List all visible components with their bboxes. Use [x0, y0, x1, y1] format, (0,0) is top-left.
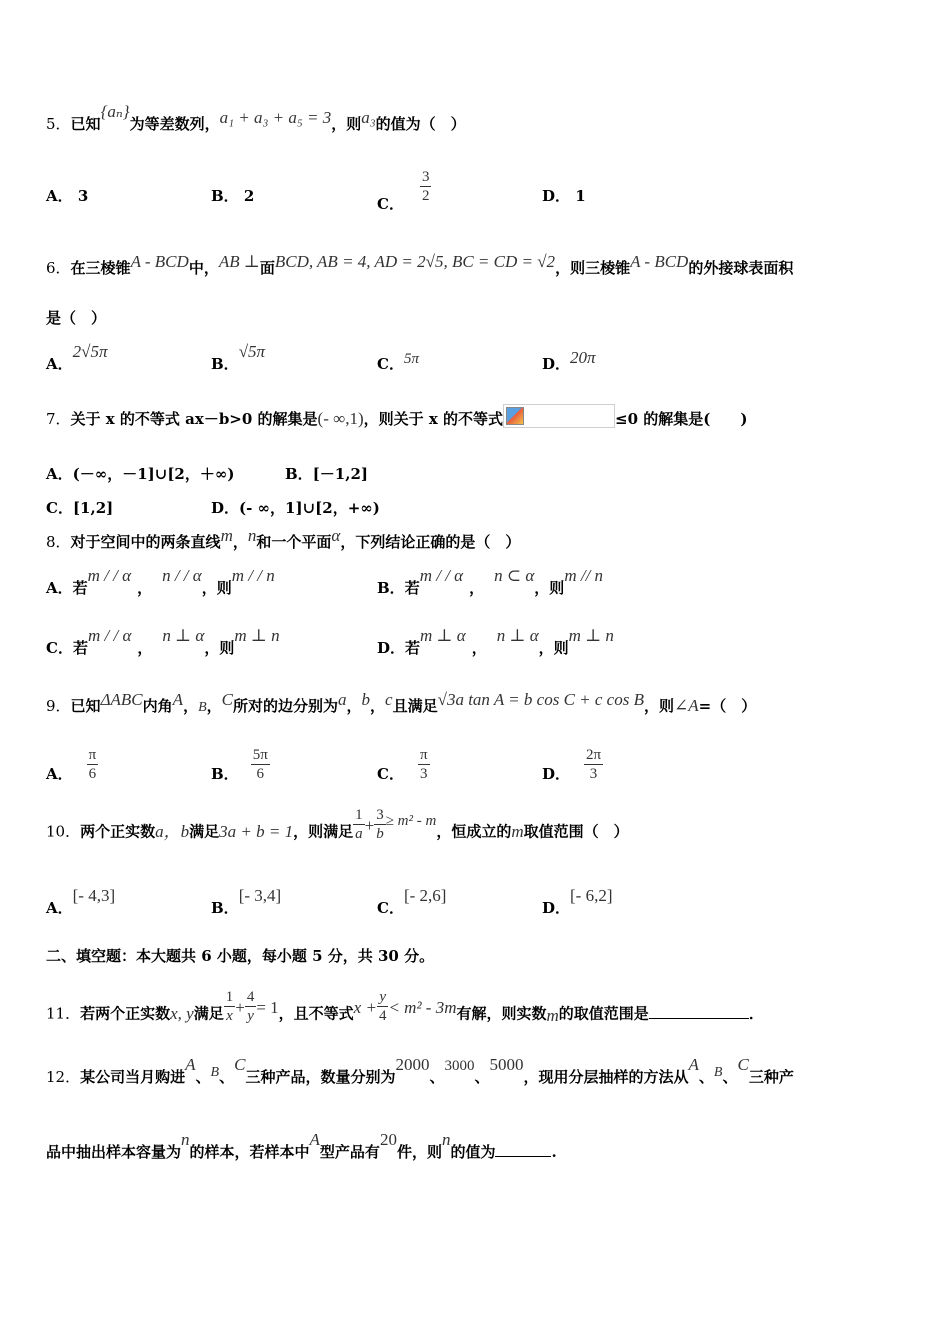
q7-stem [46, 408, 910, 432]
q9-option-d[interactable] [542, 746, 603, 783]
q11-m: m [546, 1005, 559, 1025]
q12-text-5: 品中抽出样本容量为 [46, 1143, 182, 1161]
option-text: ，则 [201, 579, 232, 597]
q9-c: c [385, 690, 393, 709]
q10-text-3: ，则满足 [293, 822, 354, 841]
q12-sep: 、 [429, 1068, 445, 1086]
q12-number: 12． [46, 1068, 81, 1086]
fraction-denominator: y [247, 1008, 254, 1024]
option-label: C． [377, 355, 404, 373]
option-value: [- 3,4] [238, 886, 282, 905]
q9-option-a[interactable] [46, 746, 98, 783]
q9-text-3: 所对的边分别为 [233, 697, 339, 715]
q5-option-b[interactable] [211, 186, 254, 206]
option-sep: ， [137, 579, 153, 597]
option-value: [- 4,3] [72, 886, 116, 905]
option-label: B． [377, 579, 405, 597]
option-label: A． [46, 465, 73, 483]
option-text: ，则 [204, 639, 235, 657]
q10-rhs: ≥ m² - m [385, 812, 437, 829]
q12-B2: B [713, 1065, 723, 1080]
option-text: 若 [72, 639, 88, 657]
q12-n1: 2000 [395, 1055, 430, 1074]
option-label: B． [211, 899, 239, 917]
option-label: D． [377, 639, 406, 657]
option-math-3: m // n [564, 566, 604, 585]
option-fraction [251, 746, 270, 783]
q12-n2: 3000 [444, 1058, 475, 1074]
q11-text-4: 有解，则实数 [456, 1004, 547, 1023]
q12-stem [46, 1055, 910, 1089]
q10-number: 10． [46, 822, 81, 841]
q9-stem: 9．已知ΔABC内角A，B，C所对的边分别为a，b，c且满足√3a tan A = b cos C + c cos B，则∠A=（ ） [46, 690, 757, 715]
fraction-numerator: 5π [252, 747, 268, 763]
q12-sep: 、 [219, 1068, 235, 1086]
q10-text-5: 取值范围（ ） [523, 822, 629, 841]
q11-text-1: 若两个正实数 [80, 1004, 171, 1023]
q12-text-7: 型产品有 [319, 1143, 380, 1161]
q12-B: B [210, 1065, 220, 1080]
q12-n3: 5000 [489, 1055, 524, 1074]
option-label: D． [211, 499, 240, 517]
q11-answer-blank[interactable] [649, 1018, 749, 1019]
q9-text-2: 内角 [142, 697, 173, 715]
option-math-1: m / / α [87, 566, 132, 585]
q6-option-a[interactable] [46, 342, 108, 374]
option-label: B． [211, 187, 239, 205]
option-math-2: n ⊂ α [494, 566, 535, 585]
q11-vars: x, y [170, 1003, 194, 1023]
broken-image-icon [503, 404, 615, 428]
option-label: C． [377, 899, 404, 917]
q12-A2: A [688, 1055, 699, 1074]
option-label: D． [542, 899, 571, 917]
q8-option-b[interactable] [377, 566, 604, 598]
option-math-2: n / / α [162, 566, 202, 585]
option-math-2: n ⊥ α [162, 626, 205, 645]
q12-text-2: 三种产品，数量分别为 [245, 1068, 396, 1086]
q5-option-d[interactable] [542, 186, 586, 206]
q6-text-5: 的外接球表面积 [688, 259, 794, 277]
q5-option-a[interactable] [46, 186, 88, 206]
q5-text-1: 已知 [70, 115, 101, 133]
option-value: (－∞，－1]∪[2，＋∞) [72, 465, 235, 483]
q6-text-2: 中， [188, 259, 219, 277]
q12-A3: A [309, 1130, 320, 1149]
q6-text-1: 在三棱锥 [70, 259, 131, 277]
section-2-heading [46, 946, 910, 966]
option-value: 1 [575, 187, 586, 205]
section-title: 二、填空题：本大题共 6 小题，每小题 5 分，共 30 分。 [46, 947, 435, 965]
option-text: 若 [72, 579, 88, 597]
fraction-denominator: 6 [256, 766, 264, 782]
q12-text-10: . [551, 1143, 557, 1161]
option-fraction [418, 746, 430, 783]
option-label: C． [377, 764, 404, 783]
q5-option-c[interactable] [377, 168, 431, 213]
option-label: D． [542, 355, 571, 373]
q8-stem [46, 526, 910, 552]
q11-plus: + [235, 997, 245, 1017]
q6-text-6: 是（ ） [46, 309, 107, 327]
option-text: ，则 [534, 579, 565, 597]
q6-option-b[interactable] [211, 342, 266, 374]
q11-stem [46, 989, 910, 1033]
q6-number: 6． [46, 259, 71, 277]
q9-equation: √3a tan A = b cos C + c cos B [437, 690, 644, 709]
q11-text-3: ，且不等式 [278, 1004, 354, 1023]
fraction-denominator: 3 [419, 766, 428, 782]
q9-text-5: ，则 [643, 697, 674, 715]
q10-option-c[interactable] [377, 886, 447, 918]
option-math-1: m / / α [87, 626, 132, 645]
q7-option-a[interactable] [46, 464, 234, 484]
option-text: 若 [404, 579, 420, 597]
q7-text-1: 关于 x 的不等式 ax－b>0 的解集是 [70, 410, 318, 428]
q6-text-3: 面 [259, 259, 275, 277]
fraction-denominator: 6 [88, 766, 97, 782]
option-math-1: m / / α [419, 566, 464, 585]
q9-option-b[interactable] [211, 746, 270, 783]
q12-text-9: 的值为 [450, 1143, 496, 1161]
q9-b: b [361, 690, 371, 709]
fraction-denominator: 2 [421, 188, 430, 204]
q11-fraction-2 [245, 988, 257, 1025]
q12-text-4: 三种产 [748, 1068, 794, 1086]
q7-number: 7． [46, 410, 71, 428]
option-sep: ， [471, 639, 487, 657]
option-value: [－1,2] [312, 465, 368, 483]
fraction-denominator: b [376, 826, 384, 842]
option-sep: ， [137, 639, 153, 657]
q6-pyramid: A - BCD [130, 252, 189, 271]
q12-twenty: 20 [379, 1130, 397, 1149]
q8-option-d[interactable] [377, 626, 614, 658]
q6-stem [46, 252, 910, 278]
q6-stem-cont [46, 308, 910, 328]
q10-option-d[interactable] [542, 886, 613, 918]
q9-text-1: 已知 [70, 697, 101, 715]
option-label: A． [46, 899, 73, 917]
q6-text-4: ，则三棱锥 [555, 259, 631, 277]
option-label: A． [46, 187, 73, 205]
option-value: √5π [238, 342, 266, 361]
q8-number: 8． [46, 533, 71, 551]
option-label: A． [46, 355, 73, 373]
option-fraction [420, 168, 432, 205]
q10-stem [46, 807, 910, 851]
fraction-numerator: 2π [586, 747, 602, 763]
fraction-numerator: 3 [421, 169, 430, 185]
option-label: B． [285, 465, 313, 483]
q9-option-c[interactable] [377, 746, 430, 783]
fraction-denominator: 3 [589, 766, 598, 782]
q5-text-3: ，则 [331, 115, 362, 133]
q9-number: 9． [46, 697, 71, 715]
fraction-numerator: 4 [246, 989, 255, 1005]
option-value: [- 6,2] [570, 886, 613, 905]
q8-text-3: ，下列结论正确的是（ ） [340, 533, 521, 551]
fraction-numerator: π [419, 747, 428, 763]
option-text: ，则 [538, 639, 569, 657]
q7-interval: (- ∞,1) [317, 409, 364, 428]
q9-text-4: 且满足 [392, 697, 438, 715]
q11-fraction-1 [224, 988, 236, 1025]
q11-text-6: ． [748, 1004, 764, 1023]
q6-option-c[interactable] [377, 351, 419, 375]
q10-option-a[interactable] [46, 886, 116, 918]
image-placeholder-icon [506, 407, 524, 425]
q8-text-2: 和一个平面 [256, 533, 332, 551]
option-value: 2 [243, 187, 255, 205]
q7-text-3: ≤0 的解集是( ) [615, 410, 748, 428]
option-value: [1,2] [72, 499, 114, 517]
q10-fraction-2 [374, 806, 386, 843]
q9-a: a [338, 690, 347, 709]
q7-text-2: ，则关于 x 的不等式 [363, 410, 504, 428]
q10-text-1: 两个正实数 [80, 822, 156, 841]
option-label: A． [46, 579, 73, 597]
option-label: C． [377, 194, 404, 213]
q12-text-8: 件，则 [396, 1143, 442, 1161]
option-label: B． [211, 764, 239, 783]
q11-eq: = 1 [256, 997, 279, 1017]
option-label: D． [542, 187, 571, 205]
q10-m: m [511, 821, 524, 841]
option-math-2: n ⊥ α [496, 626, 539, 645]
option-fraction [87, 746, 99, 783]
q10-text-2: 满足 [189, 822, 220, 841]
option-math-1: m ⊥ α [420, 626, 466, 645]
q12-C: C [234, 1055, 246, 1074]
q12-sep: 、 [195, 1068, 211, 1086]
q9-triangle: ΔABC [100, 690, 143, 709]
q5-stem [46, 102, 910, 134]
q9-A: A [172, 690, 184, 709]
option-value: 2√5π [72, 342, 108, 361]
q11-text-2: 满足 [193, 1004, 224, 1023]
q8-sep: ， [232, 533, 248, 551]
option-label: C． [46, 639, 73, 657]
q9-text-6: =（ ） [698, 697, 757, 715]
q12-sep: 、 [474, 1068, 490, 1086]
q10-fraction-1 [353, 806, 365, 843]
option-math-3: m ⊥ n [234, 626, 280, 645]
q11-lhs: x + [353, 997, 377, 1017]
q12-stem-cont [46, 1130, 910, 1162]
q8-n: n [247, 526, 257, 545]
q5-text-2: 为等差数列， [129, 115, 220, 133]
q10-vars: a，b [155, 821, 190, 841]
fraction-numerator: 3 [376, 807, 384, 823]
q8-option-c[interactable] [46, 626, 280, 658]
q12-n-2: n [441, 1130, 451, 1149]
option-math-3: m / / n [231, 566, 275, 585]
fraction-denominator: x [226, 1008, 233, 1024]
option-label: A． [46, 764, 73, 783]
q9-B: B [198, 700, 207, 715]
q5-number: 5． [46, 115, 71, 133]
q8-option-a[interactable] [46, 566, 275, 598]
fraction-numerator: y [379, 989, 387, 1005]
q12-A: A [185, 1055, 196, 1074]
q5-equation: a₁ + a₃ + a₅ = 3 [219, 108, 332, 127]
option-value: 20π [570, 348, 596, 367]
q8-m: m [220, 526, 233, 545]
option-label: D． [542, 764, 571, 783]
fraction-denominator: a [355, 826, 363, 842]
q7-option-d[interactable] [211, 498, 380, 518]
q8-text-1: 对于空间中的两条直线 [70, 533, 221, 551]
q12-text-3: ，现用分层抽样的方法从 [523, 1068, 689, 1086]
option-value: (- ∞，1]∪[2，+∞) [239, 499, 380, 517]
q10-plus: + [364, 815, 375, 835]
q12-text-1: 某公司当月购进 [80, 1068, 186, 1086]
fraction-numerator: 1 [355, 807, 363, 823]
q10-option-b[interactable] [211, 886, 282, 918]
q12-C2: C [737, 1055, 749, 1074]
q12-sep: 、 [722, 1068, 738, 1086]
q6-conditions: BCD, AB = 4, AD = 2√5, BC = CD = √2 [274, 252, 556, 271]
fraction-numerator: 1 [225, 989, 234, 1005]
q12-n: n [181, 1130, 190, 1149]
fraction-numerator: π [88, 747, 97, 763]
fraction-denominator: 4 [378, 1008, 387, 1024]
q10-condition: 3a + b = 1 [219, 821, 294, 841]
q12-sep: 、 [698, 1068, 714, 1086]
option-label: C． [46, 499, 73, 517]
q11-number: 11． [46, 1004, 81, 1023]
option-value: [- 2,6] [403, 886, 447, 905]
option-sep: ， [469, 579, 485, 597]
option-text: 若 [405, 639, 421, 657]
q8-alpha: α [331, 526, 341, 545]
q7-option-b[interactable] [285, 464, 368, 484]
q12-text-6: 的样本，若样本中 [189, 1143, 310, 1161]
q11-rhs: < m² - 3m [388, 997, 457, 1017]
q12-answer-blank[interactable] [495, 1156, 551, 1157]
q5-a3: a₃ [361, 108, 376, 127]
q11-text-5: 的取值范围是 [558, 1004, 649, 1023]
q5-sequence: {aₙ} [100, 102, 130, 121]
q7-option-c[interactable] [46, 498, 113, 518]
q6-pyramid-2: A - BCD [630, 252, 689, 271]
q10-text-4: ，恒成立的 [436, 822, 512, 841]
option-label: B． [211, 355, 239, 373]
q6-option-d[interactable] [542, 348, 596, 374]
q11-fraction-3 [377, 988, 389, 1025]
q5-text-4: 的值为（ ） [375, 115, 466, 133]
option-value: 5π [403, 351, 419, 367]
option-math-3: m ⊥ n [568, 626, 614, 645]
q9-angle: ∠A [673, 696, 699, 715]
option-value: 3 [77, 187, 89, 205]
option-fraction [584, 746, 603, 783]
q6-perp: AB ⊥ [218, 252, 260, 271]
q9-C: C [221, 690, 233, 709]
